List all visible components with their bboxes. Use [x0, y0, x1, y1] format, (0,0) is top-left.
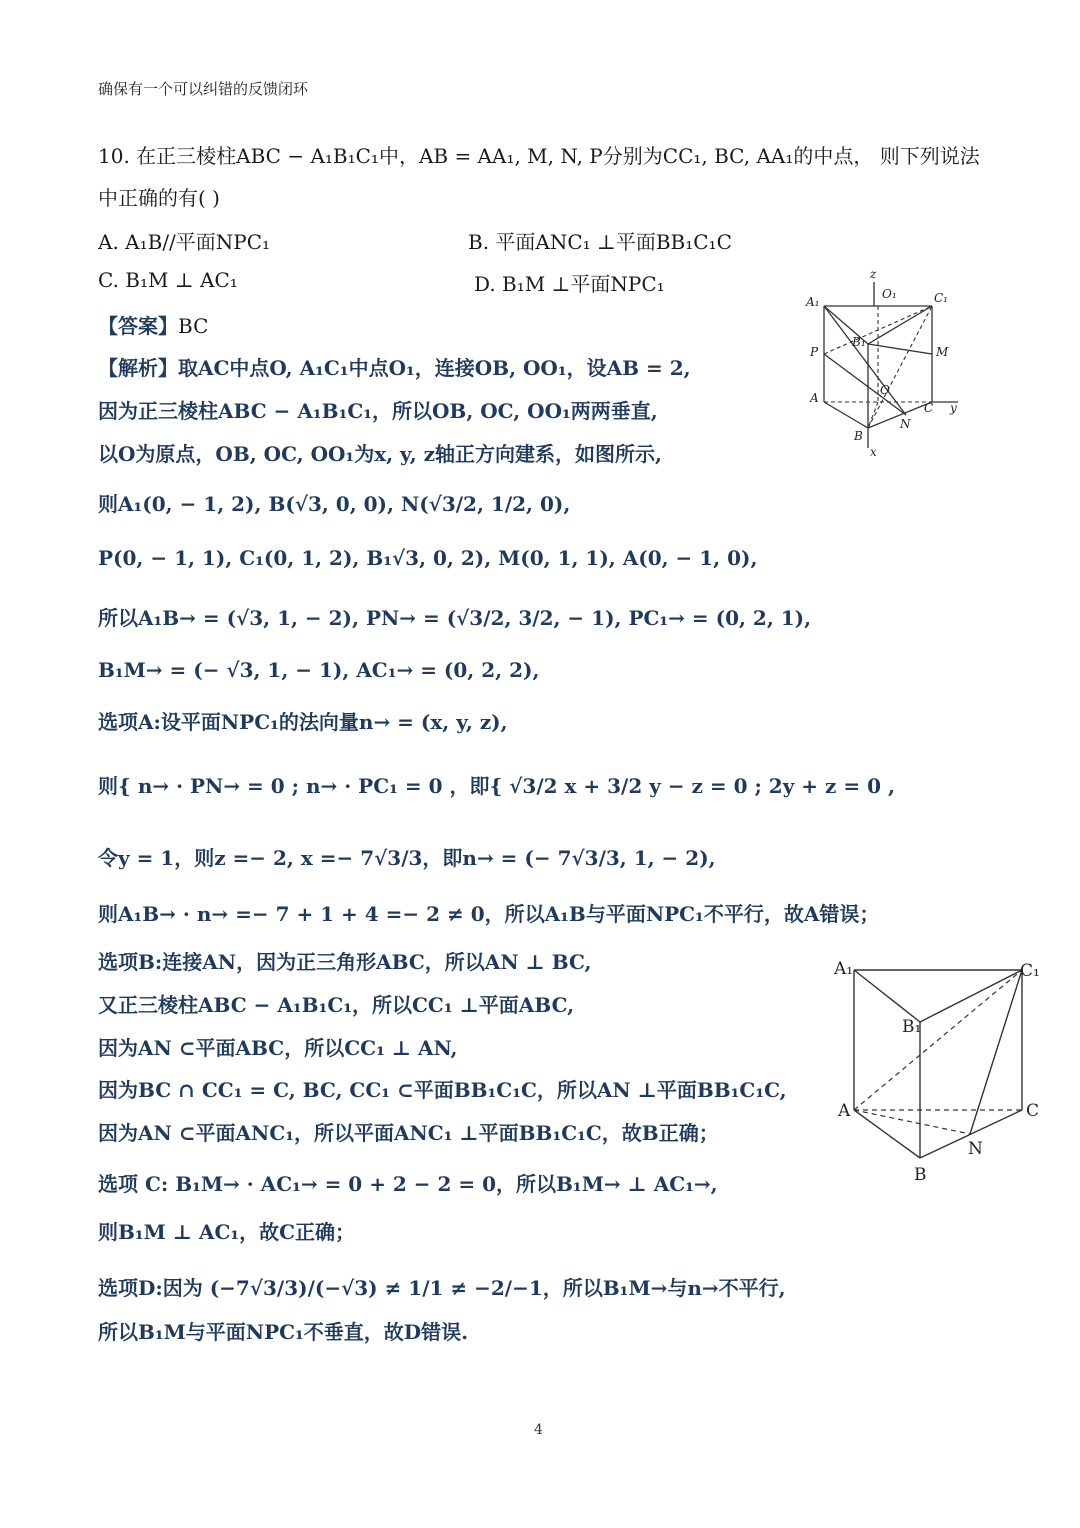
fig1-label: C₁ — [934, 291, 948, 305]
fig1-label: y — [950, 401, 957, 415]
solution-line: 令y = 1，则z =− 2, x =− 7√3/3，即n→ = (− 7√3/3, 1, − 2), — [98, 846, 716, 870]
solution-line: 因为AN ⊂平面ABC，所以CC₁ ⊥ AN, — [98, 1036, 458, 1060]
fig2-label: A — [838, 1101, 851, 1121]
option-a: A. A₁B//平面NPC₁ — [98, 230, 271, 254]
option-c: C. B₁M ⊥ AC₁ — [98, 268, 238, 292]
fig2-label: C — [1026, 1101, 1040, 1121]
solution-line: 因为AN ⊂平面ANC₁，所以平面ANC₁ ⊥平面BB₁C₁C，故B正确； — [98, 1121, 719, 1145]
fig1-label: P — [810, 345, 819, 359]
fig1-label: B₁ — [852, 335, 866, 349]
question-stem-line-2: 中正确的有( ) — [98, 186, 220, 210]
fig1-label: A — [810, 391, 819, 405]
answer-line — [98, 310, 208, 339]
solution-line: 所以A₁B→ = (√3, 1, − 2), PN→ = (√3/2, 3/2, − 1), PC₁→ = (0, 2, 1), — [98, 606, 812, 630]
fig1-label: O₁ — [882, 287, 897, 301]
solution-line: 选项D:因为 (−7√3/3)/(−√3) ≠ 1/1 ≠ −2/−1，所以B₁M→与n→不平行, — [98, 1276, 786, 1300]
solution-line: 又正三棱柱ABC − A₁B₁C₁，所以CC₁ ⊥平面ABC, — [98, 993, 575, 1017]
fig2-label: B₁ — [902, 1017, 922, 1037]
solution-line: 则{ n→ · PN→ = 0 ; n→ · PC₁ = 0 ，即{ √3/2 x + 3/2 y − z = 0 ; 2y + z = 0 , — [98, 774, 895, 798]
solution-line: 所以B₁M与平面NPC₁不垂直，故D错误. — [98, 1320, 469, 1344]
fig2-label: N — [968, 1139, 983, 1159]
solution-line: B₁M→ = (− √3, 1, − 1), AC₁→ = (0, 2, 2), — [98, 658, 540, 682]
fig1-label: C — [924, 401, 934, 415]
page-number: 4 — [534, 1422, 543, 1438]
fig1-label: N — [900, 417, 911, 431]
option-d: D. B₁M ⊥平面NPC₁ — [474, 272, 665, 296]
question-stem-line-1: 10. 在正三棱柱ABC − A₁B₁C₁中，AB = AA₁, M, N, P分别为CC₁, BC, AA₁的中点， 则下列说法 — [98, 144, 980, 168]
fig2-label: C₁ — [1020, 961, 1040, 981]
answer-value: BC — [178, 314, 209, 338]
fig2-label: A₁ — [834, 959, 854, 979]
fig2-label: B — [914, 1165, 927, 1185]
answer-label: 【答案】 — [98, 314, 178, 338]
fig1-label: x — [870, 445, 877, 459]
solution-line: 因为BC ∩ CC₁ = C, BC, CC₁ ⊂平面BB₁C₁C，所以AN ⊥平面BB₁C₁C, — [98, 1078, 787, 1102]
fig1-label: A₁ — [806, 295, 820, 309]
fig1-label: M — [936, 345, 949, 359]
solution-line: 则B₁M ⊥ AC₁，故C正确； — [98, 1220, 356, 1244]
fig1-label: O — [880, 383, 890, 397]
solution-line: P(0, − 1, 1), C₁(0, 1, 2), B₁√3, 0, 2), M(0, 1, 1), A(0, − 1, 0), — [98, 546, 758, 570]
fig1-label: B — [854, 429, 863, 443]
solution-line: 选项B:连接AN，因为正三角形ABC，所以AN ⊥ BC, — [98, 950, 592, 974]
solution-line: 【解析】取AC中点O, A₁C₁中点O₁，连接OB, OO₁，设AB = 2, — [98, 356, 691, 380]
solution-line: 选项A:设平面NPC₁的法向量n→ = (x, y, z), — [98, 710, 508, 734]
solution-line: 因为正三棱柱ABC − A₁B₁C₁，所以OB, OC, OO₁两两垂直, — [98, 399, 658, 423]
solution-line: 选项 C: B₁M→ · AC₁→ = 0 + 2 − 2 = 0，所以B₁M→ ⊥ AC₁→, — [98, 1172, 718, 1196]
option-b: B. 平面ANC₁ ⊥平面BB₁C₁C — [468, 230, 732, 254]
prism-plane-figure — [826, 952, 1048, 1188]
solution-line: 则A₁(0, − 1, 2), B(√3, 0, 0), N(√3/2, 1/2, 0), — [98, 492, 571, 516]
page-header: 确保有一个可以纠错的反馈闭环 — [98, 80, 309, 98]
fig1-label: z — [870, 267, 877, 281]
solution-line: 以O为原点，OB, OC, OO₁为x, y, z轴正方向建系，如图所示, — [98, 442, 662, 466]
solution-line: 则A₁B→ · n→ =− 7 + 1 + 4 =− 2 ≠ 0，所以A₁B与平面NPC₁不平行，故A错误； — [98, 902, 880, 926]
prism-coordinate-figure — [800, 262, 970, 462]
